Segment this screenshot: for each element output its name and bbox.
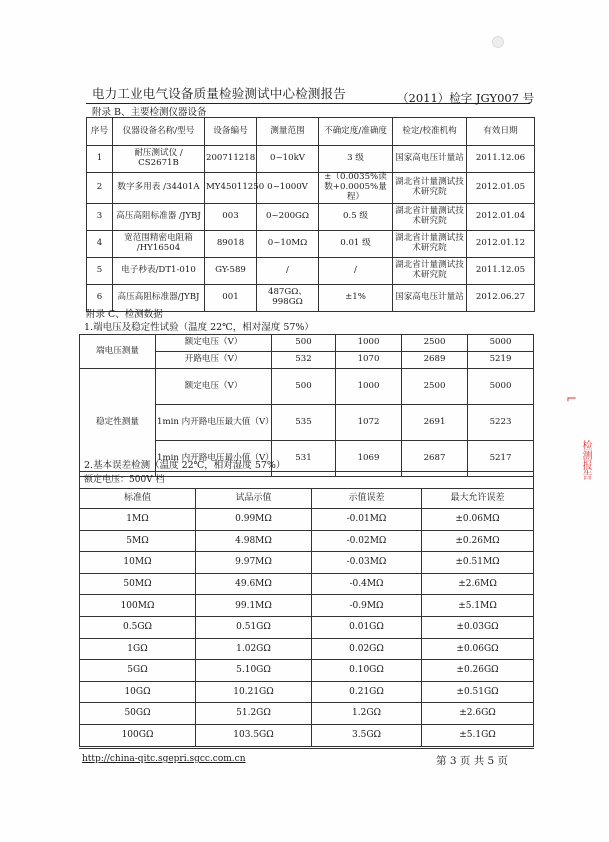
table-cell: 0~10kV bbox=[257, 146, 319, 173]
red-stamp-mark: ⌐ bbox=[566, 392, 577, 407]
value-cell: 5219 bbox=[468, 352, 534, 369]
value-cell: 1000 bbox=[336, 369, 402, 405]
table-cell: 5 bbox=[87, 257, 113, 284]
table-cell: 湖北省计量测试技术研究院 bbox=[393, 230, 467, 257]
table-cell: 1 bbox=[87, 146, 113, 173]
table-cell: 5GΩ bbox=[80, 660, 196, 682]
equipment-col-header: 序号 bbox=[87, 118, 113, 146]
rated-voltage-label: 额定电压（V） bbox=[156, 369, 272, 405]
table-cell: ±1% bbox=[319, 284, 393, 311]
error-test-title: 2.基本误差检测（温度 22℃，相对湿度 57%） bbox=[84, 460, 286, 471]
table-cell: 3 bbox=[87, 203, 113, 230]
value-cell: 1070 bbox=[336, 352, 402, 369]
error-col-header: 标准值 bbox=[80, 489, 196, 509]
table-cell: -0.02MΩ bbox=[312, 530, 422, 552]
table-cell: 2012.01.04 bbox=[467, 203, 535, 230]
table-row bbox=[80, 703, 534, 725]
appendix-b-title: 附录 B、主要检测仪器设备 bbox=[92, 107, 207, 118]
table-cell: 10MΩ bbox=[80, 552, 196, 574]
table-cell: MY45011250 bbox=[205, 173, 257, 204]
table-cell: 10.21GΩ bbox=[196, 681, 312, 703]
value-cell: 2689 bbox=[402, 352, 468, 369]
value-cell: 2500 bbox=[402, 335, 468, 352]
table-cell: ±0.51MΩ bbox=[422, 552, 534, 574]
table-cell: 0.5 级 bbox=[319, 203, 393, 230]
table-cell: 1.02GΩ bbox=[196, 638, 312, 660]
table-cell: 0.02GΩ bbox=[312, 638, 422, 660]
table-cell: ±0.06MΩ bbox=[422, 509, 534, 531]
value-cell: 2687 bbox=[402, 441, 468, 477]
value-cell: 535 bbox=[272, 405, 336, 441]
table-cell: 4 bbox=[87, 230, 113, 257]
max-voltage-label: 1min 内开路电压最大值（V） bbox=[156, 405, 272, 441]
error-col-header: 试品示值 bbox=[196, 489, 312, 509]
table-cell: ±2.6GΩ bbox=[422, 703, 534, 725]
table-row bbox=[87, 146, 535, 173]
table-cell: 0.01 级 bbox=[319, 230, 393, 257]
error-table-header bbox=[80, 489, 534, 509]
value-cell: 5217 bbox=[468, 441, 534, 477]
table-cell: 4.98MΩ bbox=[196, 530, 312, 552]
table-cell: 51.2GΩ bbox=[196, 703, 312, 725]
table-cell: ±0.03GΩ bbox=[422, 616, 534, 638]
table-cell: 001 bbox=[205, 284, 257, 311]
open-voltage-label: 开路电压（V） bbox=[156, 352, 272, 369]
table-cell: 100GΩ bbox=[80, 724, 196, 746]
table-cell: -0.01MΩ bbox=[312, 509, 422, 531]
table-cell: 487GΩ、998GΩ bbox=[257, 284, 319, 311]
table-cell: ±2.6MΩ bbox=[422, 573, 534, 595]
table-row bbox=[80, 509, 534, 531]
table-cell: 国家高电压计量站 bbox=[393, 146, 467, 173]
table-cell: 高压高阻标准器 /JYBJ bbox=[113, 203, 205, 230]
table-cell: 0.10GΩ bbox=[312, 660, 422, 682]
terminal-voltage-label: 端电压测量 bbox=[80, 335, 156, 369]
table-cell: 103.5GΩ bbox=[196, 724, 312, 746]
table-row bbox=[80, 595, 534, 617]
stability-label: 稳定性测量 bbox=[80, 369, 156, 477]
equipment-table-header bbox=[87, 118, 535, 146]
table-cell: / bbox=[257, 257, 319, 284]
table-cell: 1.2GΩ bbox=[312, 703, 422, 725]
table-cell: 宽范围精密电阻箱 /HY16504 bbox=[113, 230, 205, 257]
table-cell: 湖北省计量测试技术研究院 bbox=[393, 203, 467, 230]
table-cell: 5MΩ bbox=[80, 530, 196, 552]
basic-error-table bbox=[79, 471, 534, 747]
table-cell: 电子秒表/DT1-010 bbox=[113, 257, 205, 284]
table-cell: ±0.26MΩ bbox=[422, 530, 534, 552]
equipment-col-header: 测量范围 bbox=[257, 118, 319, 146]
table-cell: ±5.1GΩ bbox=[422, 724, 534, 746]
table-row bbox=[80, 681, 534, 703]
equipment-col-header: 设备编号 bbox=[205, 118, 257, 146]
table-cell: ±0.26GΩ bbox=[422, 660, 534, 682]
table-cell: -0.9MΩ bbox=[312, 595, 422, 617]
page-indicator: 第 3 页 共 5 页 bbox=[436, 755, 509, 767]
error-col-header: 最大允许误差 bbox=[422, 489, 534, 509]
table-cell: 003 bbox=[205, 203, 257, 230]
table-cell: 2 bbox=[87, 173, 113, 204]
table-cell: 2011.12.05 bbox=[467, 257, 535, 284]
table-cell: ±（0.0035%读数+0.0005%量程） bbox=[319, 173, 393, 204]
value-cell: 531 bbox=[272, 441, 336, 477]
table-cell: 1MΩ bbox=[80, 509, 196, 531]
table-cell: 湖北省计量测试技术研究院 bbox=[393, 257, 467, 284]
table-cell: 3.5GΩ bbox=[312, 724, 422, 746]
table-cell: 高压高阻标准器/JYBJ bbox=[113, 284, 205, 311]
value-cell: 1072 bbox=[336, 405, 402, 441]
table-cell: 0.5GΩ bbox=[80, 616, 196, 638]
value-cell: 532 bbox=[272, 352, 336, 369]
table-row bbox=[87, 257, 535, 284]
table-cell: 数字多用表 /34401A bbox=[113, 173, 205, 204]
equipment-col-header: 不确定度/准确度 bbox=[319, 118, 393, 146]
equipment-col-header: 仪器设备名称/型号 bbox=[113, 118, 205, 146]
table-row bbox=[87, 173, 535, 204]
table-cell: / bbox=[319, 257, 393, 284]
table-cell: 2012.01.05 bbox=[467, 173, 535, 204]
table-cell: 50MΩ bbox=[80, 573, 196, 595]
table-cell: 0~1000V bbox=[257, 173, 319, 204]
table-row bbox=[87, 203, 535, 230]
min-voltage-label: 1min 内开路电压最小值（V） bbox=[156, 441, 272, 477]
table-cell: 100MΩ bbox=[80, 595, 196, 617]
value-cell: 2691 bbox=[402, 405, 468, 441]
report-code: （2011）检字 JGY007 号 bbox=[397, 91, 535, 105]
equipment-col-header: 检定/校准机构 bbox=[393, 118, 467, 146]
table-cell: 0.99MΩ bbox=[196, 509, 312, 531]
value-cell: 5000 bbox=[468, 369, 534, 405]
error-col-header: 示值误差 bbox=[312, 489, 422, 509]
table-cell: 5.10GΩ bbox=[196, 660, 312, 682]
rated-voltage-label: 额定电压（V） bbox=[156, 335, 272, 352]
table-cell: 10GΩ bbox=[80, 681, 196, 703]
table-cell: 99.1MΩ bbox=[196, 595, 312, 617]
value-cell: 5000 bbox=[468, 335, 534, 352]
value-cell: 1069 bbox=[336, 441, 402, 477]
table-row bbox=[80, 724, 534, 746]
table-cell: 50GΩ bbox=[80, 703, 196, 725]
table-cell: ±0.06GΩ bbox=[422, 638, 534, 660]
table-cell: -0.03MΩ bbox=[312, 552, 422, 574]
footer-url: http://china-qitc.sgepri.sgcc.com.cn bbox=[82, 754, 246, 764]
report-title: 电力工业电气设备质量检验测试中心检测报告 bbox=[92, 86, 347, 101]
footer-divider bbox=[79, 748, 534, 749]
equipment-table bbox=[86, 117, 535, 312]
table-cell: ±0.51GΩ bbox=[422, 681, 534, 703]
table-cell: ±5.1MΩ bbox=[422, 595, 534, 617]
value-cell: 500 bbox=[272, 335, 336, 352]
table-row bbox=[80, 573, 534, 595]
table-cell: 9.97MΩ bbox=[196, 552, 312, 574]
punch-hole-mark bbox=[492, 36, 504, 48]
table-cell: 0.51GΩ bbox=[196, 616, 312, 638]
table-cell: 2012.06.27 bbox=[467, 284, 535, 311]
table-cell: 湖北省计量测试技术研究院 bbox=[393, 173, 467, 204]
appendix-c-title: 附录 C、检测数据 bbox=[86, 309, 163, 320]
table-cell: 2011.12.06 bbox=[467, 146, 535, 173]
table-cell: 0.21GΩ bbox=[312, 681, 422, 703]
table-row bbox=[80, 616, 534, 638]
table-cell: 49.6MΩ bbox=[196, 573, 312, 595]
red-stamp-text: 检测报告 bbox=[580, 440, 591, 480]
value-cell: 5223 bbox=[468, 405, 534, 441]
table-cell: 89018 bbox=[205, 230, 257, 257]
table-cell: GY-589 bbox=[205, 257, 257, 284]
table-row bbox=[80, 638, 534, 660]
table-row bbox=[87, 230, 535, 257]
value-cell: 1000 bbox=[336, 335, 402, 352]
table-cell: 200711218 bbox=[205, 146, 257, 173]
table-cell: 0.01GΩ bbox=[312, 616, 422, 638]
table-cell: 2012.01.12 bbox=[467, 230, 535, 257]
table-cell: 0~200GΩ bbox=[257, 203, 319, 230]
table-cell: 3 级 bbox=[319, 146, 393, 173]
table-cell: 6 bbox=[87, 284, 113, 311]
voltage-stability-table bbox=[79, 334, 534, 477]
table-row bbox=[80, 660, 534, 682]
table-cell: 国家高电压计量站 bbox=[393, 284, 467, 311]
voltage-test-title: 1.端电压及稳定性试验（温度 22℃，相对湿度 57%） bbox=[84, 322, 314, 333]
table-row bbox=[80, 552, 534, 574]
table-cell: 0~10MΩ bbox=[257, 230, 319, 257]
table-cell: 耐压测试仪 / CS2671B bbox=[113, 146, 205, 173]
table-row bbox=[80, 530, 534, 552]
table-cell: -0.4MΩ bbox=[312, 573, 422, 595]
value-cell: 2500 bbox=[402, 369, 468, 405]
table-cell: 1GΩ bbox=[80, 638, 196, 660]
rated-voltage-range: 额定电压：500V 档 bbox=[80, 472, 534, 489]
value-cell: 500 bbox=[272, 369, 336, 405]
equipment-col-header: 有效日期 bbox=[467, 118, 535, 146]
